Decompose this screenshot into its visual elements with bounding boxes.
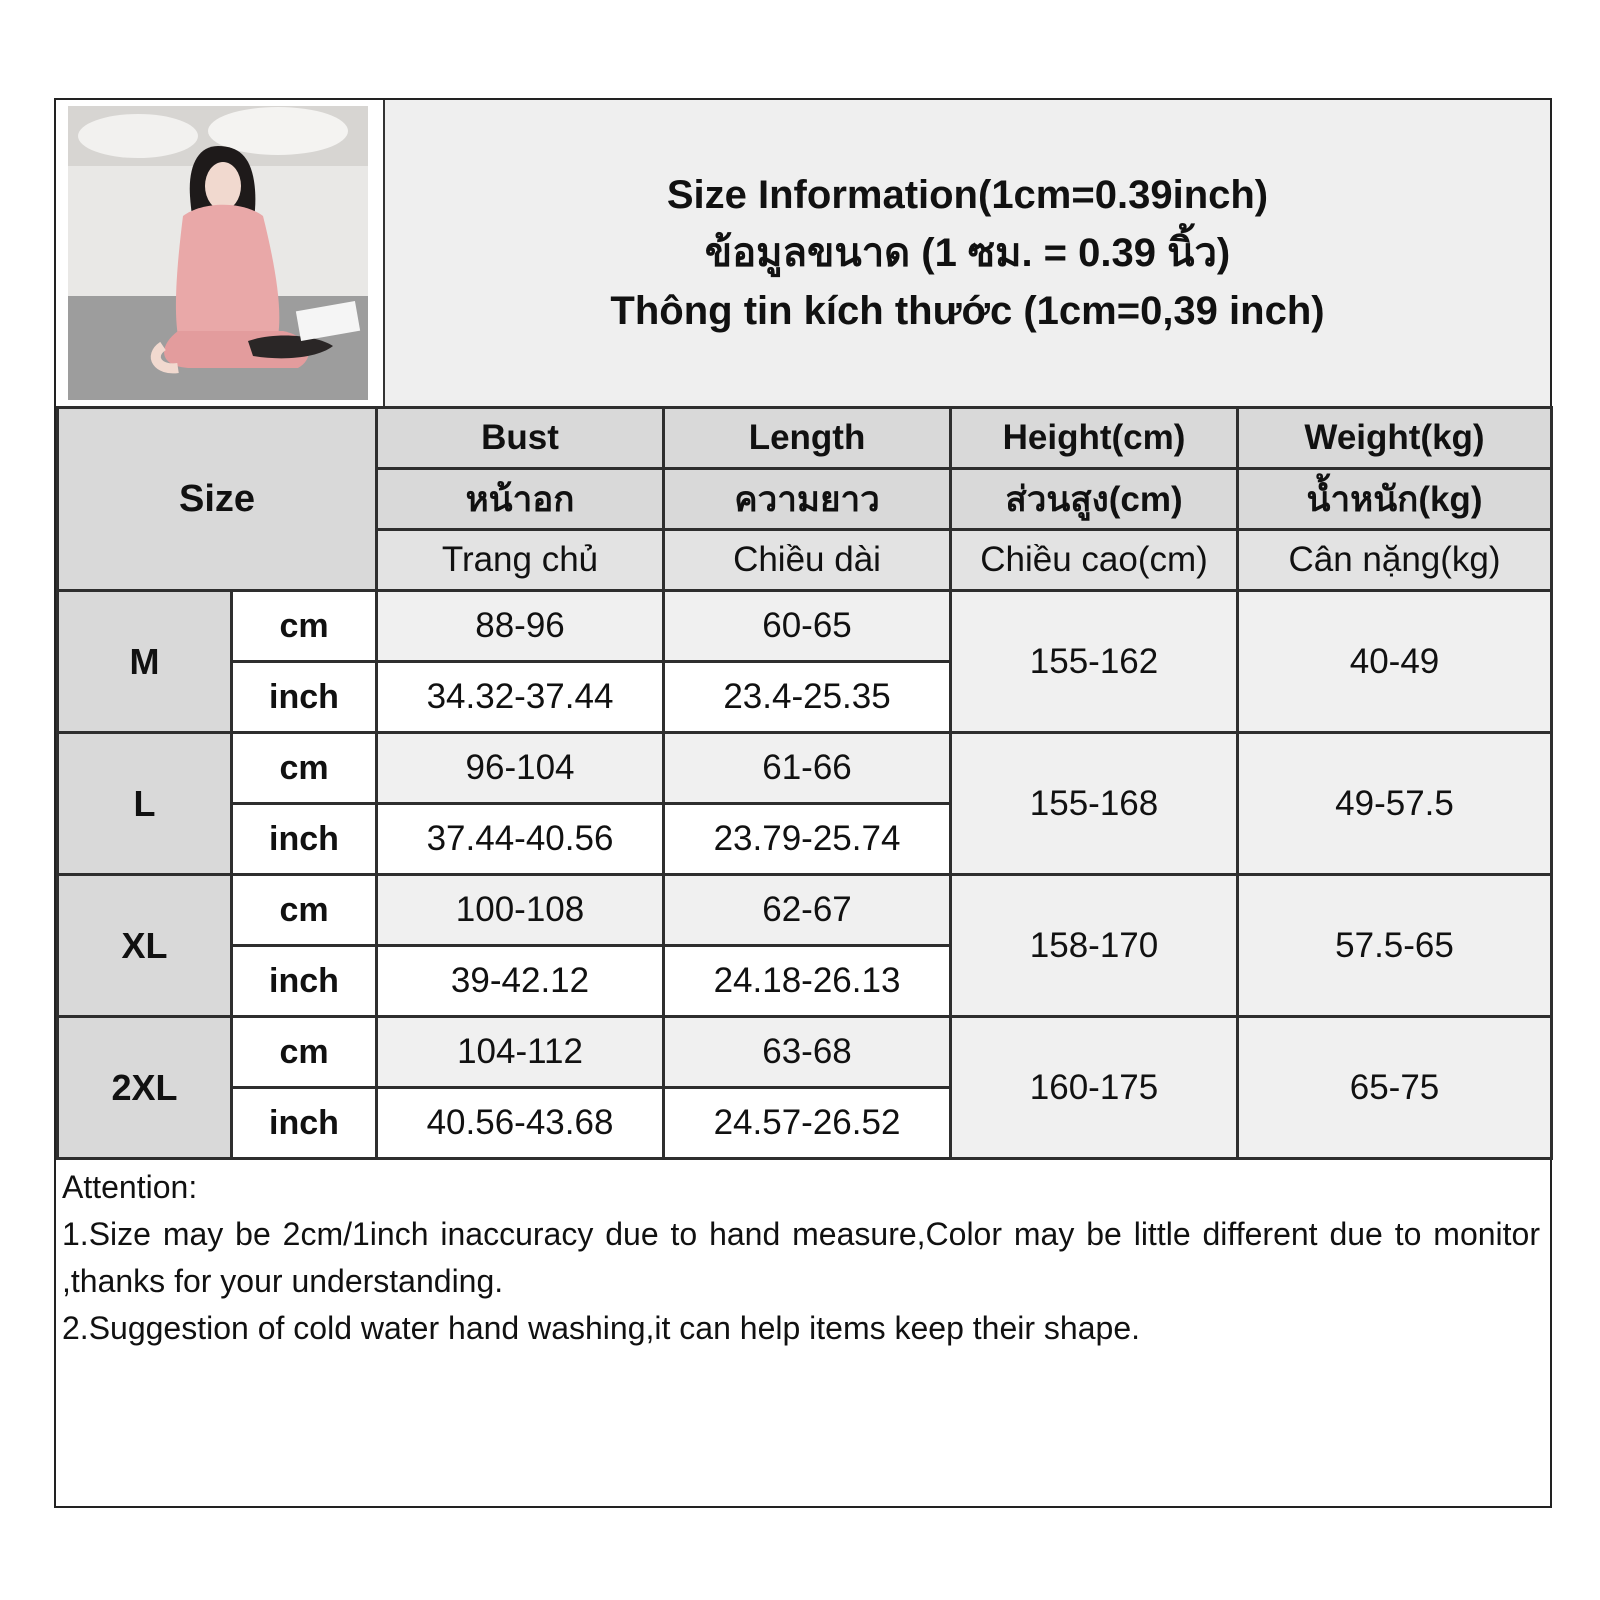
size-label-xl: XL [58, 875, 232, 1017]
bust-inch: 39-42.12 [377, 946, 664, 1017]
weight-header-th: น้ำหนัก(kg) [1238, 469, 1552, 530]
bust-cm: 100-108 [377, 875, 664, 946]
height-value: 155-162 [951, 591, 1238, 733]
header-row-english [58, 408, 1552, 469]
unit-inch: inch [232, 804, 377, 875]
length-cm: 61-66 [664, 733, 951, 804]
length-header-th: ความยาว [664, 469, 951, 530]
header-title-box [383, 100, 1550, 406]
attention-notes [62, 1164, 1540, 1352]
size-label-2xl: 2XL [58, 1017, 232, 1159]
length-cm: 63-68 [664, 1017, 951, 1088]
size-label-l: L [58, 733, 232, 875]
product-photo [68, 106, 368, 400]
table-row [58, 591, 1552, 662]
product-photo-illustration [68, 106, 368, 400]
size-table [56, 406, 1553, 1160]
attention-note-1: 1.Size may be 2cm/1inch inaccuracy due to hand measure,Color may be little different due to monitor ,thanks for your understanding. [62, 1216, 1540, 1299]
unit-cm: cm [232, 1017, 377, 1088]
title-thai: ข้อมูลขนาด (1 ซม. = 0.39 นิ้ว) [704, 231, 1231, 275]
height-header-en: Height(cm) [951, 408, 1238, 469]
bust-cm: 96-104 [377, 733, 664, 804]
bust-inch: 37.44-40.56 [377, 804, 664, 875]
unit-inch: inch [232, 662, 377, 733]
weight-header-vi: Cân nặng(kg) [1238, 530, 1552, 591]
bust-cm: 88-96 [377, 591, 664, 662]
bust-header-vi: Trang chủ [377, 530, 664, 591]
unit-cm: cm [232, 591, 377, 662]
length-inch: 23.4-25.35 [664, 662, 951, 733]
bust-inch: 34.32-37.44 [377, 662, 664, 733]
length-header-en: Length [664, 408, 951, 469]
bust-header-th: หน้าอก [377, 469, 664, 530]
unit-cm: cm [232, 733, 377, 804]
bust-header-en: Bust [377, 408, 664, 469]
title-english: Size Information(1cm=0.39inch) [666, 173, 1269, 217]
unit-inch: inch [232, 946, 377, 1017]
length-inch: 24.18-26.13 [664, 946, 951, 1017]
unit-inch: inch [232, 1088, 377, 1159]
weight-value: 49-57.5 [1238, 733, 1552, 875]
attention-note-2: 2.Suggestion of cold water hand washing,it can help items keep their shape. [62, 1310, 1140, 1346]
height-value: 160-175 [951, 1017, 1238, 1159]
length-header-vi: Chiều dài [664, 530, 951, 591]
weight-value: 40-49 [1238, 591, 1552, 733]
title-vietnamese: Thông tin kích thước (1cm=0,39 inch) [610, 289, 1325, 333]
table-row [58, 733, 1552, 804]
table-row [58, 1017, 1552, 1088]
bust-cm: 104-112 [377, 1017, 664, 1088]
length-inch: 23.79-25.74 [664, 804, 951, 875]
size-label-m: M [58, 591, 232, 733]
weight-header-en: Weight(kg) [1238, 408, 1552, 469]
height-header-vi: Chiều cao(cm) [951, 530, 1238, 591]
weight-value: 57.5-65 [1238, 875, 1552, 1017]
height-value: 158-170 [951, 875, 1238, 1017]
table-row [58, 875, 1552, 946]
unit-cm: cm [232, 875, 377, 946]
weight-value: 65-75 [1238, 1017, 1552, 1159]
attention-heading: Attention: [62, 1169, 198, 1205]
height-header-th: ส่วนสูง(cm) [951, 469, 1238, 530]
length-inch: 24.57-26.52 [664, 1088, 951, 1159]
length-cm: 62-67 [664, 875, 951, 946]
size-chart-sheet [54, 98, 1552, 1508]
height-value: 155-168 [951, 733, 1238, 875]
bust-inch: 40.56-43.68 [377, 1088, 664, 1159]
length-cm: 60-65 [664, 591, 951, 662]
size-column-header: Size [58, 408, 377, 591]
